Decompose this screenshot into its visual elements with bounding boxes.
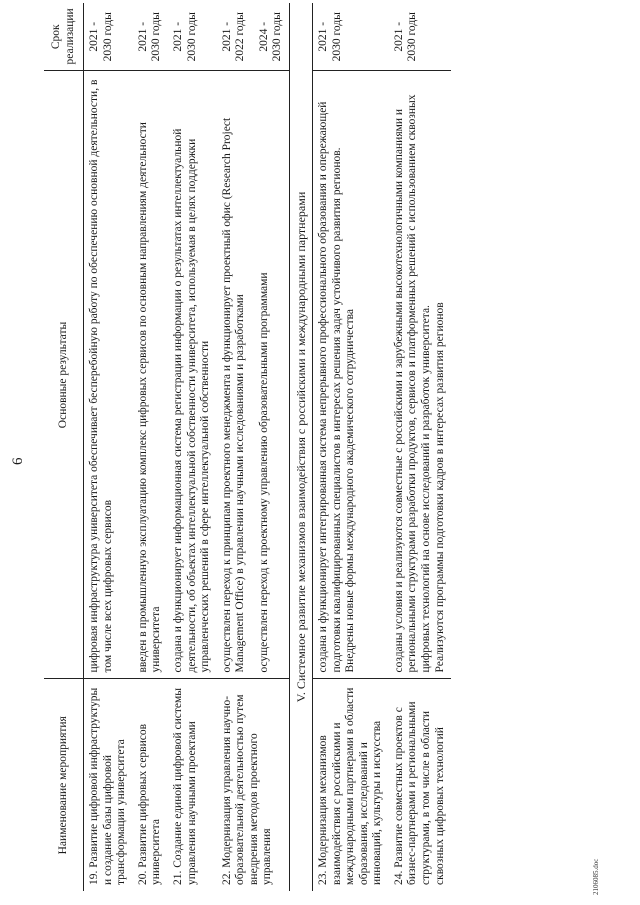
activities-table bbox=[44, 3, 451, 891]
activity-results-cell bbox=[389, 71, 451, 679]
document-code: 2106085.doc bbox=[592, 858, 600, 895]
activity-term: 2021 - 2022 годы bbox=[220, 12, 247, 62]
table-row bbox=[133, 3, 168, 891]
activity-results-secondary: Внедрены новые формы международного академического сотрудничества bbox=[344, 308, 357, 673]
activity-name: 20. Развитие цифровых сервисов университета bbox=[133, 679, 168, 891]
activity-results-secondary: осуществлен переход к проектному управлению образовательными программами bbox=[257, 272, 270, 673]
activity-results-secondary: Реализуются программы подготовки кадров в интересах развития регионов bbox=[433, 302, 446, 673]
section-title: V. Системное развитие механизмов взаимодействия с российскими и международными партнерами bbox=[289, 3, 312, 891]
activity-term-cell bbox=[217, 3, 290, 71]
header-results: Основные результаты bbox=[44, 71, 84, 679]
header-term: Срок реализации bbox=[44, 3, 84, 71]
table-row bbox=[217, 3, 290, 891]
table-header-row bbox=[44, 3, 84, 891]
activity-term: 2021 - 2030 годы bbox=[171, 12, 198, 62]
activity-term: 2021 - 2030 годы bbox=[88, 12, 114, 62]
activity-term: 2021 - 2030 годы bbox=[317, 12, 343, 62]
activity-results-cell bbox=[217, 71, 290, 679]
activity-results: осуществлен переход к принципам проектного менеджмента и функционирует проектный офис (Research Project Management Office) в управлении научными исследованиями и разработками bbox=[220, 117, 247, 673]
page-number: 6 bbox=[10, 457, 26, 465]
header-name: Наименование мероприятия bbox=[44, 679, 84, 891]
activity-name: 24. Развитие совместных проектов с бизнес-партнерами и региональными структурами, в том числе в области сквозных цифровых технологий bbox=[389, 679, 451, 891]
activity-name: 23. Модернизация механизмов взаимодействия с российскими и международными партнерами в области образования, исследований и инноваций, культуры и искусства bbox=[313, 679, 389, 891]
table-row bbox=[168, 3, 217, 891]
activity-results: создана и функционирует информационная система регистрации информации о результатах интеллектуальной деятельности, об объектах интеллектуальной собственности университета, используемая в целях поддержки управленческих решений в сфере интеллектуальной собственности bbox=[168, 71, 217, 679]
activity-results-cell bbox=[313, 71, 389, 679]
activity-term-secondary: 2024 - 2030 годы bbox=[257, 12, 284, 62]
table-row bbox=[84, 3, 133, 891]
activity-results: создана и функционирует интегрированная система непрерывного профессионального образования и опережающей подготовки квалифицированных специалистов в интересах решения задач устойчивого развития регионов. bbox=[317, 101, 343, 673]
activity-name: 19. Развитие цифровой инфраструктуры и создание базы цифровой трансформации университета bbox=[84, 679, 133, 891]
activity-name: 22. Модернизация управления научно-образовательной деятельностью путем внедрения методов проектного управления bbox=[217, 679, 290, 891]
activity-name: 21. Создание единой цифровой системы управления научными проектами bbox=[168, 679, 217, 891]
activity-results: созданы условия и реализуются совместные с российскими и зарубежными высокотехнологичными компаниями и региональными структурами разработки продуктов, сервисов и платформенных решений с использованием сквозных цифровых технологий на основе исследований и разработок университета. bbox=[392, 94, 432, 673]
activity-results: введен в промышленную эксплуатацию комплекс цифровых сервисов по основным направлениям деятельности университета bbox=[133, 71, 168, 679]
section-row bbox=[289, 3, 312, 891]
activity-term: 2021 - 2030 годы bbox=[136, 12, 163, 62]
activity-term: 2021 - 2030 годы bbox=[392, 12, 419, 62]
table-row bbox=[313, 3, 389, 891]
activity-results: цифровая инфраструктура университета обеспечивает бесперебойную работу по обеспечению основной деятельности, в том числе всех цифровых сервисов bbox=[84, 71, 133, 679]
table-row bbox=[389, 3, 451, 891]
